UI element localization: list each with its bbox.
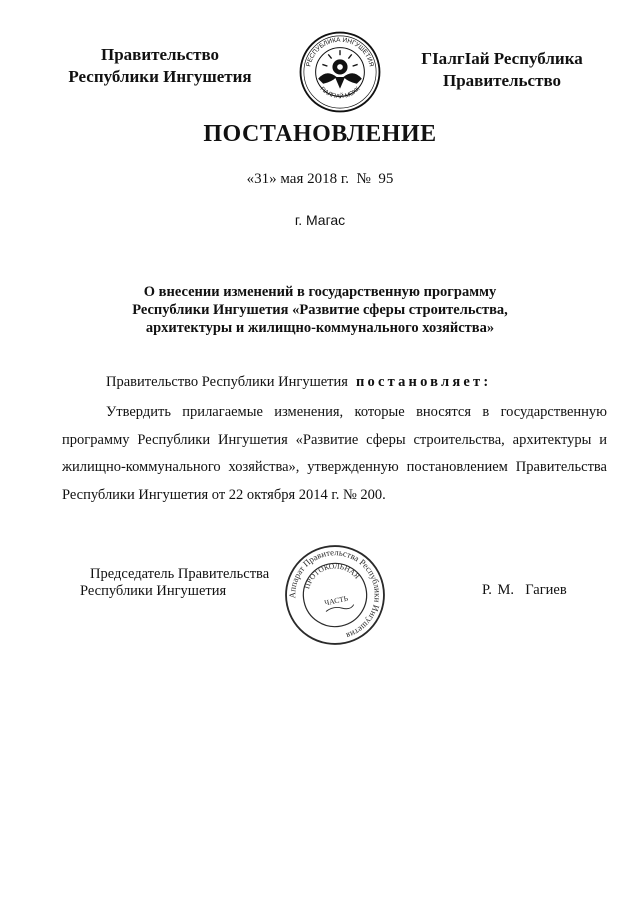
official-stamp — [284, 544, 386, 646]
stamp-outer-text: Аппарат Правительства Республики Ингушетия — [287, 547, 383, 641]
stamp-center-text: ЧАСТЬ — [323, 593, 349, 608]
header-right-line1: ГIалгIай Республика — [421, 49, 583, 68]
header-left-line1: Правительство — [100, 45, 220, 64]
svg-text:Аппарат Правительства Республи — [284, 544, 386, 646]
signatory-position-line2: Республики Ингушетия — [80, 583, 227, 599]
date-and-number: «31» мая 2018 г. № 95 — [246, 171, 394, 187]
coat-of-arms-icon — [298, 30, 382, 114]
subject-line-2: Республики Ингушетия «Развитие сферы строительства, — [132, 302, 508, 318]
header-right-line2: Правительство — [442, 71, 562, 90]
header-left-line2: Республики Ингушетия — [68, 67, 252, 86]
signatory-position-line1: Председатель Правительства — [90, 566, 270, 582]
resolution-keyword: постановляет: — [355, 374, 492, 390]
header-right — [382, 48, 622, 92]
intro-paragraph — [106, 374, 606, 391]
resolution-body: Утвердить прилагаемые изменения, которые вносятся в государственную программу Республики Ингушетия «Развитие сферы строительства, архитектуры и жилищно-коммунального хозяйства», утвержденную постановлением Правительства Республики Ингушетия от 22 октября 2014 г. № 200. — [62, 404, 607, 503]
subject-line-3: архитектуры и жилищно-коммунального хозяйства» — [145, 320, 495, 336]
header-left — [40, 44, 280, 88]
document-type-title: ПОСТАНОВЛЕНИЕ — [203, 121, 437, 147]
intro-text: Правительство Республики Ингушетия — [106, 374, 348, 390]
subject-line-1: О внесении изменений в государственную программу — [143, 284, 497, 300]
stamp-inner-text: ПРОТОКОЛЬНАЯ — [302, 561, 362, 590]
signatory-position — [80, 566, 300, 600]
document-subject — [110, 283, 530, 337]
emblem-top-text: РЕСПУБЛИКА ИНГУШЕТИЯ — [305, 36, 375, 68]
emblem-bottom-text: ГIАЛГIАЙ МОХК — [318, 86, 362, 101]
signatory-name: Р. М. Гагиев — [482, 582, 567, 598]
city: г. Магас — [294, 212, 346, 228]
